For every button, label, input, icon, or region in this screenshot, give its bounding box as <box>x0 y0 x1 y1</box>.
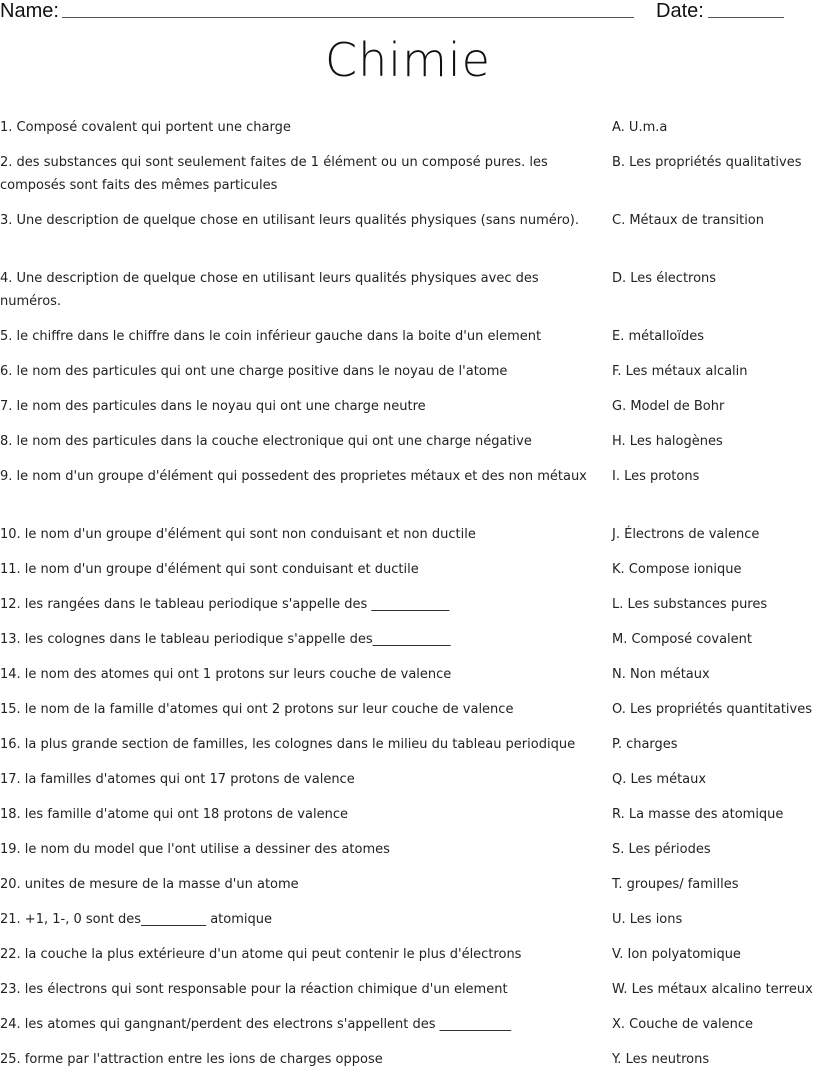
answer-option: E. métalloïdes <box>612 329 705 344</box>
answer-option: H. Les halogènes <box>612 434 723 449</box>
list-item <box>0 519 816 554</box>
list-item <box>0 147 816 205</box>
answer-option: B. Les propriétés qualitatives <box>612 155 802 170</box>
list-item <box>0 694 816 729</box>
list-item <box>0 939 816 974</box>
answer-option: Y. Les neutrons <box>612 1052 710 1067</box>
answer-option: C. Métaux de transition <box>612 213 765 228</box>
question-text: 14. le nom des atomes qui ont 1 protons sur leurs couche de valence <box>0 667 452 682</box>
answer-option: M. Composé covalent <box>612 632 752 647</box>
question-text: 15. le nom de la famille d'atomes qui ont 2 protons sur leur couche de valence <box>0 702 514 717</box>
question-text: 6. le nom des particules qui ont une charge positive dans le noyau de l'atome <box>0 364 508 379</box>
question-text: 9. le nom d'un groupe d'élément qui possedent des proprietes métaux et des non métaux <box>0 469 587 484</box>
question-text: 24. les atomes qui gangnant/perdent des electrons s'appellent des ___________ <box>0 1017 512 1032</box>
answer-option: P. charges <box>612 737 678 752</box>
answer-option: L. Les substances pures <box>612 597 768 612</box>
list-item <box>0 589 816 624</box>
question-text: 7. le nom des particules dans le noyau qui ont une charge neutre <box>0 399 426 414</box>
answer-option: Q. Les métaux <box>612 772 707 787</box>
question-text: 16. la plus grande section de familles, les colognes dans le milieu du tableau periodique <box>0 737 576 752</box>
question-text: 21. +1, 1-, 0 sont des__________ atomique <box>0 912 272 927</box>
answer-option: S. Les périodes <box>612 842 711 857</box>
answer-option: G. Model de Bohr <box>612 399 725 414</box>
question-text: 1. Composé covalent qui portent une charge <box>0 120 291 135</box>
answer-option: X. Couche de valence <box>612 1017 753 1032</box>
list-item <box>0 624 816 659</box>
question-text: 19. le nom du model que l'ont utilise a dessiner des atomes <box>0 842 390 857</box>
list-item <box>0 205 816 263</box>
answer-option: F. Les métaux alcalin <box>612 364 748 379</box>
answer-option: N. Non métaux <box>612 667 710 682</box>
list-item <box>0 356 816 391</box>
list-item <box>0 799 816 834</box>
date-blank-line[interactable] <box>708 17 784 18</box>
list-item <box>0 729 816 764</box>
question-text: 10. le nom d'un groupe d'élément qui sont non conduisant et non ductile <box>0 527 476 542</box>
answer-option: I. Les protons <box>612 469 700 484</box>
question-text: 8. le nom des particules dans la couche electronique qui ont une charge négative <box>0 434 532 449</box>
list-item <box>0 426 816 461</box>
page-title: Chimie <box>325 33 491 87</box>
answer-option: J. Électrons de valence <box>612 527 760 542</box>
answer-option: D. Les électrons <box>612 271 717 286</box>
question-text: 17. la familles d'atomes qui ont 17 protons de valence <box>0 772 355 787</box>
question-text: 12. les rangées dans le tableau periodique s'appelle des ____________ <box>0 597 450 612</box>
question-text: 5. le chiffre dans le chiffre dans le coin inférieur gauche dans la boite d'un element <box>0 329 542 344</box>
answer-option: U. Les ions <box>612 912 683 927</box>
name-label: Name: <box>0 0 59 22</box>
list-item <box>0 112 816 147</box>
matching-list <box>0 112 816 1079</box>
header <box>0 0 816 26</box>
list-item <box>0 321 816 356</box>
list-item <box>0 391 816 426</box>
question-text: 13. les colognes dans le tableau periodique s'appelle des____________ <box>0 632 451 647</box>
question-text: 25. forme par l'attraction entre les ions de charges oppose <box>0 1052 383 1067</box>
list-item <box>0 974 816 1009</box>
answer-option: R. La masse des atomique <box>612 807 784 822</box>
question-text: 4. Une description de quelque chose en utilisant leurs qualités physiques avec des numéros. <box>0 271 539 309</box>
list-item <box>0 869 816 904</box>
list-item <box>0 659 816 694</box>
question-text: 18. les famille d'atome qui ont 18 protons de valence <box>0 807 348 822</box>
list-item <box>0 834 816 869</box>
date-label: Date: <box>656 0 704 22</box>
list-item <box>0 554 816 589</box>
answer-option: K. Compose ionique <box>612 562 742 577</box>
answer-option: T. groupes/ familles <box>612 877 739 892</box>
answer-option: V. Ion polyatomique <box>612 947 741 962</box>
question-text: 11. le nom d'un groupe d'élément qui sont conduisant et ductile <box>0 562 419 577</box>
question-text: 2. des substances qui sont seulement faites de 1 élément ou un composé pures. les composés sont faits des mêmes particules <box>0 155 548 193</box>
name-blank-line[interactable] <box>62 17 634 18</box>
list-item <box>0 764 816 799</box>
answer-option: W. Les métaux alcalino terreux <box>612 982 813 997</box>
question-text: 3. Une description de quelque chose en utilisant leurs qualités physiques (sans numéro). <box>0 213 579 228</box>
list-item <box>0 1044 816 1079</box>
question-text: 22. la couche la plus extérieure d'un atome qui peut contenir le plus d'électrons <box>0 947 522 962</box>
answer-option: A. U.m.a <box>612 120 668 135</box>
list-item <box>0 1009 816 1044</box>
list-item <box>0 904 816 939</box>
list-item <box>0 461 816 519</box>
list-item <box>0 263 816 321</box>
question-text: 20. unites de mesure de la masse d'un atome <box>0 877 299 892</box>
answer-option: O. Les propriétés quantitatives <box>612 702 813 717</box>
question-text: 23. les électrons qui sont responsable pour la réaction chimique d'un element <box>0 982 508 997</box>
